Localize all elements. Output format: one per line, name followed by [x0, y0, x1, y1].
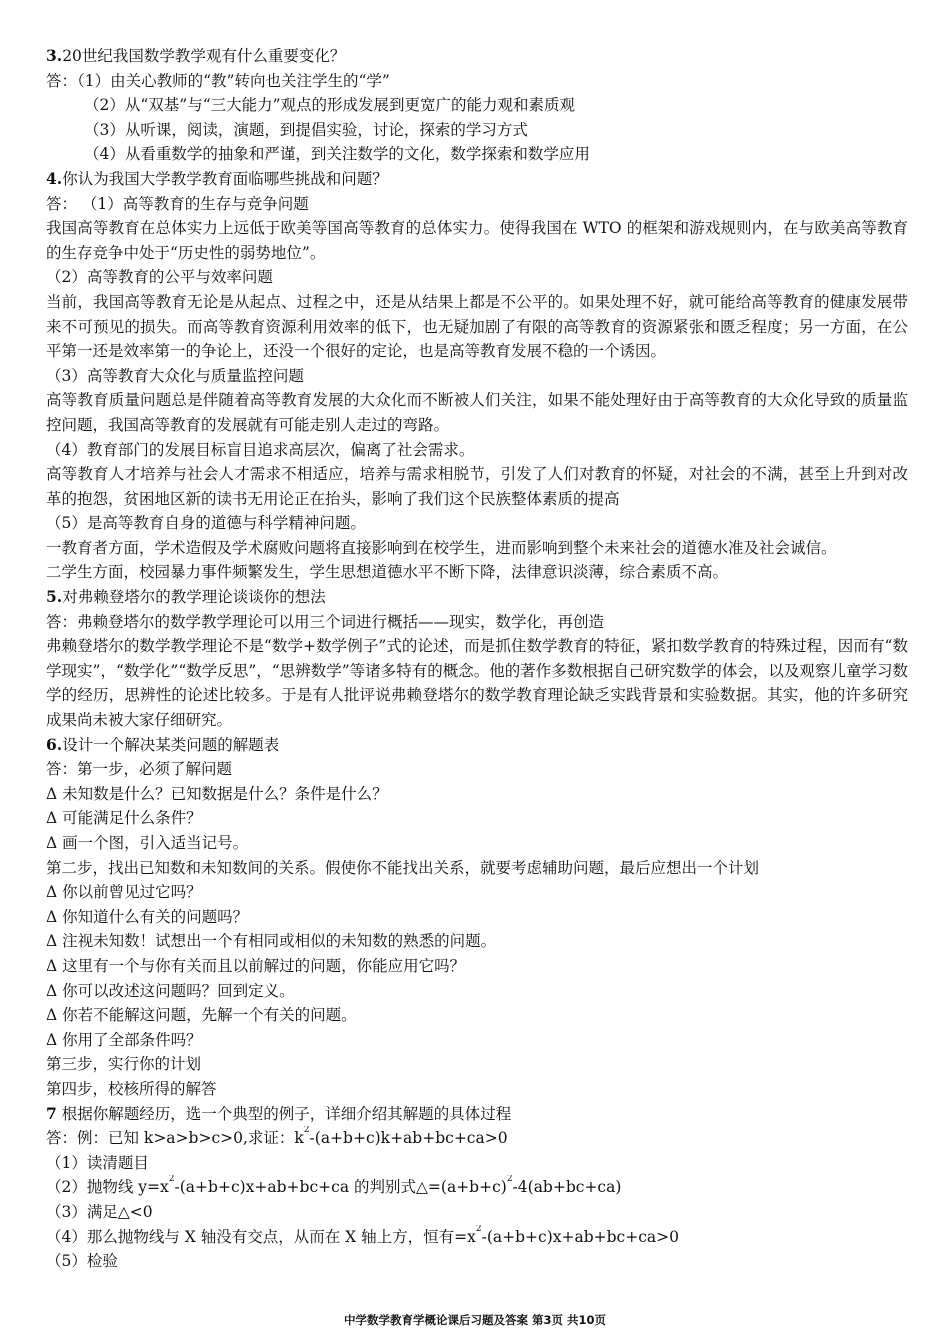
solution-step: （1）读清题目 — [46, 1153, 149, 1172]
solution-step: Δ 你可以改述这问题吗？回到定义。 — [46, 981, 295, 1000]
answer-line: 答： （1）高等教育的生存与竞争问题 — [46, 194, 309, 213]
question-5-title — [46, 585, 908, 610]
solution-step: （5）检验 — [46, 1252, 118, 1271]
question-number: 4. — [46, 168, 63, 188]
answer-line: （4）从看重数学的抽象和严谨，到关注数学的文化，数学探索和数学应用 — [84, 145, 590, 164]
answer-line: 答：（1）由关心教师的“教”转向也关注学生的“学” — [46, 71, 390, 90]
solution-step: Δ 这里有一个与你有关而且以前解过的问题，你能应用它吗？ — [46, 956, 466, 975]
solution-step: （3）满足△<0 — [46, 1202, 153, 1221]
solution-step: Δ 可能满足什么条件？ — [46, 809, 202, 828]
question-4-title — [46, 167, 908, 192]
solution-step: 答：第一步，必须了解问题 — [46, 760, 233, 779]
question-number: 7 — [46, 1103, 57, 1123]
answer-line: （3）高等教育大众化与质量监控问题 — [46, 366, 304, 385]
solution-step: （2）抛物线 $y=x^2-(a+b+c)x+ab+bc+ca$ 的判别式$\triangle=(a+b+c)^2-4(ab+bc+ca)$ — [46, 1175, 622, 1197]
answer-line: 二学生方面，校园暴力事件频繁发生，学生思想道德水平不断下降，法律意识淡薄，综合素质不高。 — [46, 563, 729, 582]
answer-line: （2）高等教育的公平与效率问题 — [46, 268, 273, 287]
question-number: 6. — [46, 734, 63, 754]
answer-paragraph: 高等教育人才培养与社会人才需求不相适应，培养与需求相脱节，引发了人们对教育的怀疑，对社会的不满，甚至上升到对改革的抱怨，贫困地区新的读书无用论正在抬头，影响了我们这个民族整体素质的提高 — [46, 465, 908, 508]
solution-step: Δ 你用了全部条件吗？ — [46, 1030, 202, 1049]
solution-step: 第四步，校核所得的解答 — [46, 1079, 217, 1098]
answer-line: （2）从“双基”与“三大能力”观点的形成发展到更宽广的能力观和素质观 — [84, 96, 576, 115]
answer-line: 答：弗赖登塔尔的数学教学理论可以用三个词进行概括——现实，数学化，再创造 — [46, 612, 605, 631]
answer-line: （5）是高等教育自身的道德与科学精神问题。 — [46, 514, 366, 533]
question-title: 设计一个解决某类问题的解题表 — [62, 735, 280, 754]
question-6-title — [46, 733, 908, 758]
question-3-title — [46, 44, 908, 69]
solution-step: Δ 你知道什么有关的问题吗？ — [46, 907, 249, 926]
answer-paragraph: 高等教育质量问题总是伴随着高等教育发展的大众化而不断被人们关注，如果不能处理好由于高等教育的大众化导致的质量监控问题，我国高等教育的发展就有可能走别人走过的弯路。 — [46, 391, 908, 434]
answer-paragraph: 我国高等教育在总体实力上远低于欧美等国高等教育的总体实力。使得我国在 WTO 的框架和游戏规则内，在与欧美高等教育的生存竞争中处于“历史性的弱势地位”。 — [46, 219, 908, 262]
question-number: 3. — [46, 46, 63, 65]
solution-step: 第二步，找出已知数和未知数间的关系。假使你不能找出关系，就要考虑辅助问题，最后应想出一个计划 — [46, 858, 760, 877]
answer-paragraph: 弗赖登塔尔的数学教学理论不是“数学+数学例子”式的论述，而是抓住数学教育的特征，紧扣数学教育的特殊过程，因而有“数学现实”，“数学化”“数学反思”，“思辨数学”等诸多特有的概念。他的著作多数根据自己研究数学的体会，以及观察儿童学习数学的经历，思辨性的论述比较多。于是有人批评说弗赖登塔尔的数学教育理论缺乏实践背景和实验数据。其实，他的许多研究成果尚未被大家仔细研究。 — [46, 637, 908, 730]
question-title: 对弗赖登塔尔的教学理论谈谈你的想法 — [62, 588, 326, 607]
question-7-title — [46, 1102, 908, 1127]
page-footer: 中学数学教育学概论课后习题及答案 第3页 共10页 — [343, 1313, 606, 1327]
solution-step: Δ 注视未知数！试想出一个有相同或相似的未知数的熟悉的问题。 — [46, 932, 497, 951]
solution-step: （4）那么抛物线与 X 轴没有交点，从而在 X 轴上方，恒有$=x^2-(a+b+c)x+ab+bc+ca>0$ — [46, 1224, 679, 1246]
solution-step: 第三步，实行你的计划 — [46, 1055, 202, 1074]
question-title: 你认为我国大学教学教育面临哪些挑战和问题？ — [62, 169, 388, 188]
answer-line: （3）从听课，阅读，演题，到提倡实验，讨论，探索的学习方式 — [84, 120, 528, 139]
solution-step: Δ 你若不能解这问题，先解一个有关的问题。 — [46, 1006, 357, 1025]
answer-line: （4）教育部门的发展目标盲目追求高层次，偏离了社会需求。 — [46, 440, 475, 459]
solution-table — [46, 757, 908, 1101]
example-statement: 答：例：已知 k>a>b>c>0,求证：$k^2-(a+b+c)k+ab+bc+ca>0$ — [46, 1126, 508, 1148]
solution-step: Δ 画一个图，引入适当记号。 — [46, 834, 249, 852]
solution-step: Δ 未知数是什么？已知数据是什么？条件是什么？ — [46, 784, 388, 803]
answer-line: 一教育者方面，学术造假及学术腐败问题将直接影响到在校学生，进而影响到整个未来社会的道德水准及社会诚信。 — [46, 538, 837, 557]
question-title: 根据你解题经历，选一个典型的例子，详细介绍其解题的具体过程 — [56, 1104, 512, 1123]
question-title: 20世纪我国数学教学观有什么重要变化？ — [62, 47, 346, 65]
answer-paragraph: 当前，我国高等教育无论是从起点、过程之中，还是从结果上都是不公平的。如果处理不好，就可能给高等教育的健康发展带来不可预见的损失。而高等教育资源利用效率的低下，也无疑加剧了有限的高等教育的资源紧张和匮乏程度；另一方面，在公平第一还是效率第一的争论上，还没一个很好的定论，也是高等教育发展不稳的一个诱因。 — [46, 292, 908, 361]
solution-step: Δ 你以前曾见过它吗？ — [46, 883, 202, 902]
question-number: 5. — [46, 587, 63, 607]
